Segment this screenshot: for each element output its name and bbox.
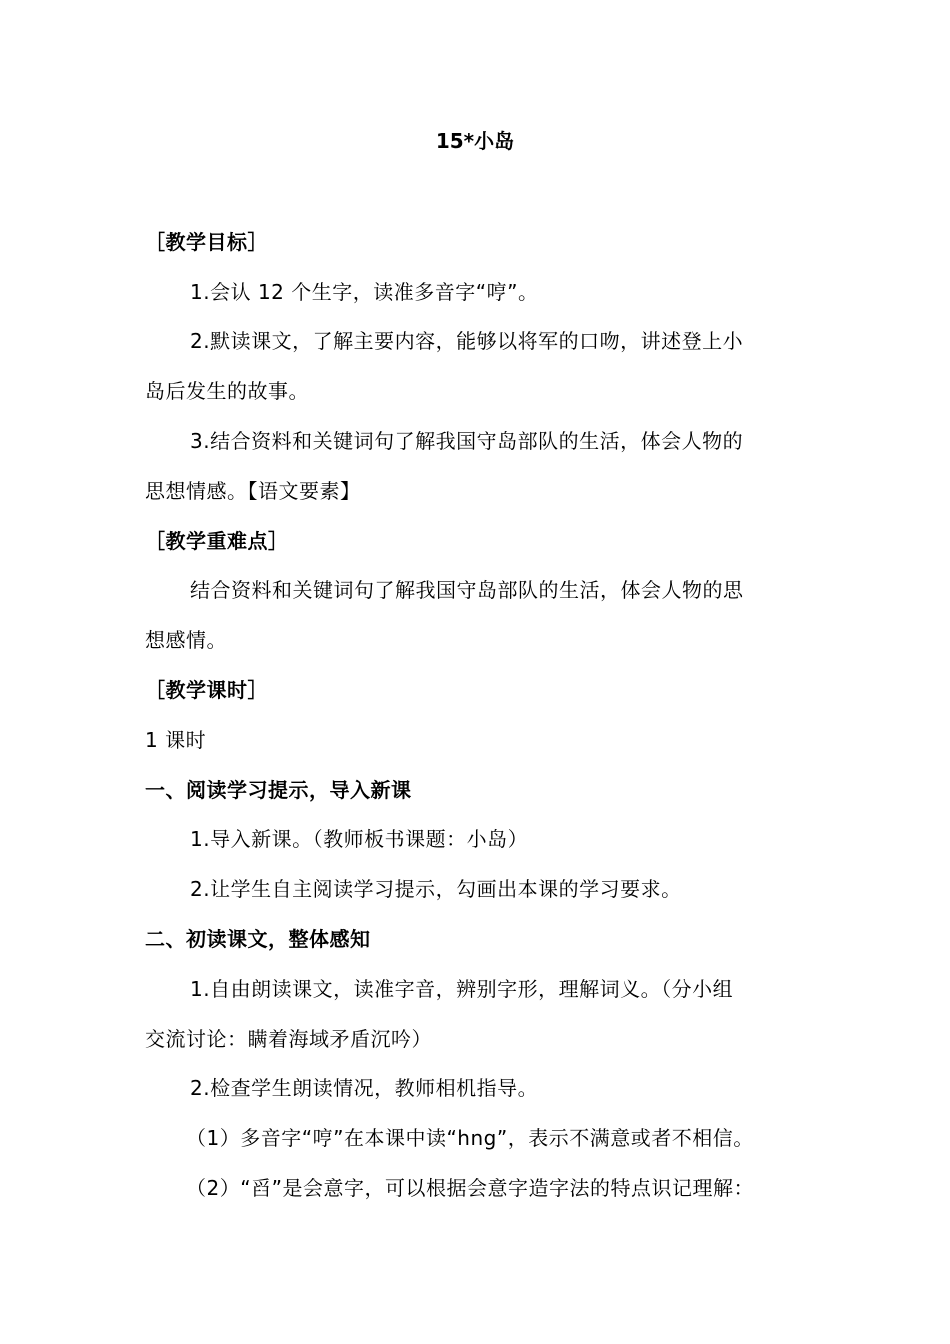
part-2-item-2: 2.检查学生朗读情况，教师相机指导。 [190, 1076, 539, 1100]
part-2-item-1-line-2: 交流讨论：瞒着海域矛盾沉吟） [145, 1027, 432, 1051]
part-2-item-1-line-1: 1.自由朗读课文，读准字音，辨别字形，理解词义。（分小组 [190, 977, 734, 1001]
periods-heading: ［教学课时］ [145, 678, 268, 702]
objective-3-line-1: 3.结合资料和关键词句了解我国守岛部队的生活，体会人物的 [190, 429, 744, 453]
key-points-heading: ［教学重难点］ [145, 529, 289, 553]
part-1-heading: 一、阅读学习提示，导入新课 [145, 778, 412, 802]
objective-2-line-2: 岛后发生的故事。 [145, 379, 309, 403]
part-2-sub-item-1: （1）多音字“哼”在本课中读“hng”，表示不满意或者不相信。 [186, 1126, 754, 1150]
page-title: 15*小岛 [435, 129, 515, 153]
key-points-line-1: 结合资料和关键词句了解我国守岛部队的生活，体会人物的思 [190, 578, 744, 602]
part-2-heading: 二、初读课文，整体感知 [145, 927, 371, 951]
objectives-heading: ［教学目标］ [145, 230, 268, 254]
part-1-item-1: 1.导入新课。（教师板书课题：小岛） [190, 827, 529, 851]
objective-1: 1.会认 12 个生字，读准多音字“哼”。 [190, 280, 539, 304]
key-points-line-2: 想感情。 [145, 628, 227, 652]
periods-value: 1 课时 [145, 728, 207, 752]
objective-3-line-2: 思想情感。【语文要素】 [145, 479, 361, 503]
part-2-sub-item-2: （2）“舀”是会意字，可以根据会意字造字法的特点识记理解： [186, 1176, 754, 1200]
part-1-item-2: 2.让学生自主阅读学习提示，勾画出本课的学习要求。 [190, 877, 682, 901]
objective-2-line-1: 2.默读课文，了解主要内容，能够以将军的口吻，讲述登上小 [190, 329, 744, 353]
